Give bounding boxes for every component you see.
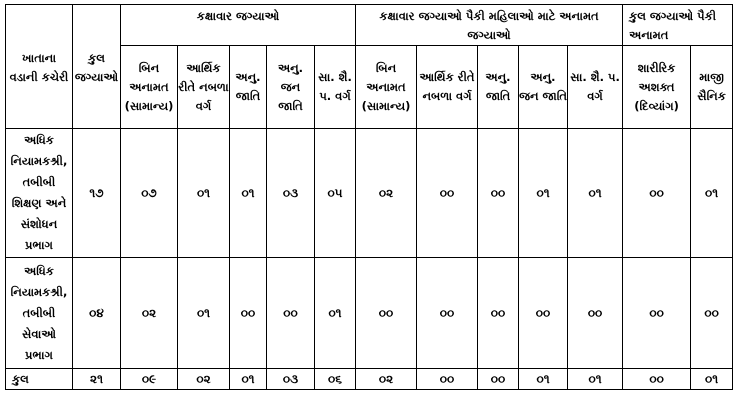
cell: ૦૧ xyxy=(178,258,230,369)
office-name: અધિક નિયામકશ્રી, તબીબી શિક્ષણ અને સંશોધન પ્રભાગ xyxy=(6,129,73,258)
office-name: અધિક નિયામકશ્રી, તબીબી સેવાઓ પ્રભાગ xyxy=(6,258,73,369)
cell: ૦૨ xyxy=(356,129,417,258)
category-posts-header: કક્ષાવાર જગ્યાઓ xyxy=(121,5,356,46)
cell: ૦૧ xyxy=(230,129,267,258)
cell: ૦૨ xyxy=(121,258,178,369)
cell: ૦૦ xyxy=(417,369,478,390)
cell: ૦૦ xyxy=(267,258,315,369)
cell: ૦૫ xyxy=(315,129,356,258)
ex-servicemen-header: માજી સૈનિક xyxy=(691,46,733,129)
cell: ૦૪ xyxy=(73,258,121,369)
women-ews-header: આર્થિક રીતે નબળા વર્ગ xyxy=(417,46,478,129)
cell: ૦૧ xyxy=(568,369,623,390)
cell: ૦૦ xyxy=(478,369,519,390)
cell: ૦૯ xyxy=(121,369,178,390)
women-st-header: અનુ. જન જાતિ xyxy=(519,46,568,129)
cell: ૦૬ xyxy=(315,369,356,390)
women-unreserved-header: બિન અનામત (સામાન્ય) xyxy=(356,46,417,129)
ews-header: આર્થિક રીતે નબળા વર્ગ xyxy=(178,46,230,129)
table-row xyxy=(6,258,733,369)
cell: ૦૩ xyxy=(267,129,315,258)
cell: ૦૧ xyxy=(568,129,623,258)
cell: ૦૧ xyxy=(691,129,733,258)
cell: ૦૦ xyxy=(691,258,733,369)
total-row xyxy=(6,369,733,390)
cell: ૦૦ xyxy=(417,129,478,258)
cell: ૦૧ xyxy=(178,129,230,258)
cell: ૦૧ xyxy=(691,369,733,390)
cell: ૦૨ xyxy=(356,369,417,390)
cell: ૦૧ xyxy=(230,369,267,390)
cell: ૦૦ xyxy=(478,258,519,369)
cell: ૦૦ xyxy=(623,258,691,369)
sebc-header: સા. શૈ. પ. વર્ગ xyxy=(315,46,356,129)
total-posts-header: કુલ જગ્યાઓ xyxy=(73,5,121,129)
women-sc-header: અનુ. જાતિ xyxy=(478,46,519,129)
cell: ૦૩ xyxy=(267,369,315,390)
cell: ૦૧ xyxy=(519,369,568,390)
cell: ૦૦ xyxy=(478,129,519,258)
cell: ૦૦ xyxy=(417,258,478,369)
cell: ૦૦ xyxy=(356,258,417,369)
cell: ૦૦ xyxy=(623,369,691,390)
reservation-table xyxy=(5,4,733,390)
cell: ૦૧ xyxy=(315,258,356,369)
cell: ૦૧ xyxy=(519,129,568,258)
cell: ૦૦ xyxy=(568,258,623,369)
unreserved-header: બિન અનામત (સામાન્ય) xyxy=(121,46,178,129)
cell: ૦૦ xyxy=(230,258,267,369)
cell: ૦૭ xyxy=(121,129,178,258)
cell: ૧૭ xyxy=(73,129,121,258)
cell: ૨૧ xyxy=(73,369,121,390)
women-reserved-header: કક્ષાવાર જગ્યાઓ પૈકી મહિલાઓ માટે અનામત જગ્યાઓ xyxy=(356,5,623,46)
cell: ૦૦ xyxy=(623,129,691,258)
cell: ૦૨ xyxy=(178,369,230,390)
table-row xyxy=(6,129,733,258)
st-header: અનુ. જન જાતિ xyxy=(267,46,315,129)
cell: ૦૦ xyxy=(519,258,568,369)
total-label: કુલ xyxy=(6,369,73,390)
disabled-header: શારીરિક અશક્ત (દિવ્યાંગ) xyxy=(623,46,691,129)
women-sebc-header: સા. શૈ. પ. વર્ગ xyxy=(568,46,623,129)
total-reserved-header: કુલ જગ્યાઓ પૈકી અનામત xyxy=(623,5,733,46)
sc-header: અનુ. જાતિ xyxy=(230,46,267,129)
office-header: ખાતાના વડાની કચેરી xyxy=(6,5,73,129)
